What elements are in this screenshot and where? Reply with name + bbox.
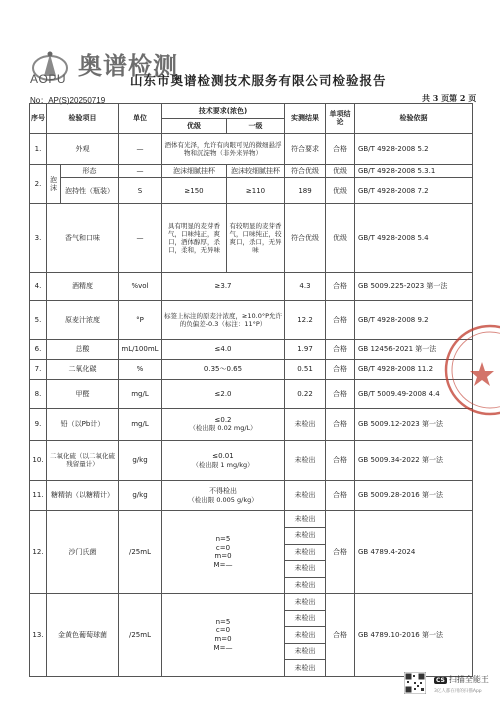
row-result: 未检出: [285, 660, 326, 677]
table-row: [30, 408, 473, 440]
row-basis: GB 5009.225-2023 第一法: [355, 272, 473, 300]
table-row: [30, 480, 473, 511]
table-row: [30, 511, 473, 528]
row-result: 未检出: [285, 561, 326, 578]
table-row: [30, 301, 473, 340]
table-row: [30, 594, 473, 611]
row-requirement: ≤2.0: [162, 380, 285, 408]
sampling-c: c=0: [215, 626, 231, 635]
row-item: 形态: [61, 165, 119, 178]
header-unit: 单位: [119, 104, 162, 134]
table-row: [30, 178, 473, 204]
row-result: 未检出: [285, 577, 326, 594]
row-verdict: 合格: [326, 594, 355, 677]
row-unit: —: [119, 133, 162, 165]
row-basis: GB/T 5009.49-2008 4.4: [355, 380, 473, 408]
row-verdict: 合格: [326, 340, 355, 360]
row-requirement: [162, 408, 285, 440]
row-unit: S: [119, 178, 162, 204]
row-verdict: 合格: [326, 408, 355, 440]
row-result: 未检出: [285, 408, 326, 440]
sampling-M: M=—: [213, 561, 233, 570]
table-row: [30, 360, 473, 380]
row-number: 4.: [30, 272, 47, 300]
header-item: 检验项目: [47, 104, 119, 134]
row-verdict: 优级: [326, 178, 355, 204]
row-number: 11.: [30, 480, 47, 511]
row-number: 13.: [30, 594, 47, 677]
row-number: 5.: [30, 301, 47, 340]
logo-wordmark: 奥谱检测: [78, 52, 178, 80]
page-indicator: 共 3 页第 2 页: [422, 93, 477, 103]
row-basis: GB 5009.28-2016 第一法: [355, 480, 473, 511]
row-first: 有较明显的麦芽香气，口味纯正，较爽口，杀口，无异味: [227, 204, 285, 273]
row-number: 9.: [30, 408, 47, 440]
inspection-table: [29, 103, 473, 677]
row-requirement: [162, 440, 285, 480]
row-result: 未检出: [285, 528, 326, 545]
row-verdict: 合格: [326, 380, 355, 408]
row-number: 6.: [30, 340, 47, 360]
qr-code-icon: [404, 672, 426, 694]
sampling-n: n=5: [215, 534, 231, 543]
row-result: 符合优级: [285, 204, 326, 273]
row-requirement: 标签上标注的原麦汁浓度，≥10.0°P允许的负偏差-0.3（标注：11°P）: [162, 301, 285, 340]
row-verdict: 优级: [326, 204, 355, 273]
row-number: 10.: [30, 440, 47, 480]
row-basis: GB 12456-2021 第一法: [355, 340, 473, 360]
row-result: 未检出: [285, 643, 326, 660]
row-result: 未检出: [285, 511, 326, 528]
row-excellent: 泡沫细腻挂杯: [162, 165, 227, 178]
row-verdict: 合格: [326, 511, 355, 594]
table-row: [30, 133, 473, 165]
row-requirement: 酒体有光泽，允许有肉眼可见的微细悬浮物和沉淀物（非外来异物）: [162, 133, 285, 165]
row-item: 外观: [47, 133, 119, 165]
row-unit: °P: [119, 301, 162, 340]
row-requirement: 0.35～0.65: [162, 360, 285, 380]
official-seal-stamp: [430, 300, 500, 440]
logo-subtext: AOPU: [30, 72, 67, 86]
header-first: 一级: [227, 119, 285, 133]
row-sampling-plan: [162, 511, 285, 594]
row-detection-limit: （检出限 0.005 g/kg）: [188, 495, 258, 504]
row-result: 未检出: [285, 627, 326, 644]
row-sampling-plan: [162, 594, 285, 677]
row-item: 泡持性（瓶装）: [61, 178, 119, 204]
row-unit: %vol: [119, 272, 162, 300]
row-basis: GB 4789.4-2024: [355, 511, 473, 594]
row-verdict: 合格: [326, 301, 355, 340]
row-number: 8.: [30, 380, 47, 408]
row-result: 未检出: [285, 544, 326, 561]
row-detection-limit: （检出限 0.02 mg/L）: [189, 424, 257, 433]
row-item: 铅（以Pb计）: [47, 408, 119, 440]
row-result: 12.2: [285, 301, 326, 340]
row-unit: mg/L: [119, 380, 162, 408]
row-result: 4.3: [285, 272, 326, 300]
table-row: [30, 340, 473, 360]
header-verdict: 单项结论: [326, 104, 355, 134]
row-result: 1.97: [285, 340, 326, 360]
row-verdict: 合格: [326, 480, 355, 511]
table-row: [30, 440, 473, 480]
sampling-c: c=0: [215, 543, 231, 552]
table-row: [30, 380, 473, 408]
row-requirement: ≤4.0: [162, 340, 285, 360]
report-title: 山东市奥谱检测技术服务有限公司检验报告: [130, 73, 387, 88]
row-requirement-limit: ≤0.01: [212, 451, 234, 460]
row-item: 酒精度: [47, 272, 119, 300]
row-first: ≥110: [227, 178, 285, 204]
row-unit: g/kg: [119, 480, 162, 511]
row-unit: /25mL: [119, 511, 162, 594]
row-unit: —: [119, 165, 162, 178]
header-result: 实测结果: [285, 104, 326, 134]
row-basis: GB 5009.34-2022 第一法: [355, 440, 473, 480]
row-excellent: ≥150: [162, 178, 227, 204]
table-row: [30, 272, 473, 300]
row-basis: GB/T 4928-2008 5.3.1: [355, 165, 473, 178]
row-unit: g/kg: [119, 440, 162, 480]
row-number: 12.: [30, 511, 47, 594]
row-basis: GB/T 4928-2008 7.2: [355, 178, 473, 204]
row-basis: GB/T 4928-2008 5.4: [355, 204, 473, 273]
row-verdict: 合格: [326, 360, 355, 380]
scanner-name: 扫描全能王: [448, 675, 489, 684]
row-result: 未检出: [285, 480, 326, 511]
sampling-m: m=0: [214, 635, 232, 644]
row-requirement: ≥3.7: [162, 272, 285, 300]
sampling-M: M=—: [213, 643, 233, 652]
row-number: 2.: [30, 165, 47, 204]
row-unit: %: [119, 360, 162, 380]
row-unit: mg/L: [119, 408, 162, 440]
row-item: 香气和口味: [47, 204, 119, 273]
scanner-logo-icon: CS: [436, 677, 445, 684]
row-verdict: 合格: [326, 440, 355, 480]
row-requirement-limit: 不得检出: [209, 487, 237, 496]
row-item: 沙门氏菌: [47, 511, 119, 594]
row-result: 189: [285, 178, 326, 204]
row-excellent: 具有明显的麦芽香气，口味纯正，爽口，酒体醇厚，杀口，柔和，无异味: [162, 204, 227, 273]
row-verdict: 优级: [326, 165, 355, 178]
row-basis: GB/T 4928-2008 9.2: [355, 301, 473, 340]
row-group: 泡沫: [47, 165, 61, 204]
row-result: 符合优级: [285, 165, 326, 178]
row-item: 二氧化碳: [47, 360, 119, 380]
header-basis: 检验依据: [355, 104, 473, 134]
row-unit: mL/100mL: [119, 340, 162, 360]
row-number: 1.: [30, 133, 47, 165]
sampling-m: m=0: [214, 552, 232, 561]
row-number: 3.: [30, 204, 47, 273]
table-row: [30, 204, 473, 273]
header-seq: 序号: [30, 104, 47, 134]
row-result: 未检出: [285, 440, 326, 480]
row-verdict: 合格: [326, 133, 355, 165]
report-number: No：AP(S)20250719: [30, 96, 106, 105]
table-header-row: [30, 104, 473, 119]
row-item: 金黄色葡萄球菌: [47, 594, 119, 677]
row-item: 总酸: [47, 340, 119, 360]
row-basis: GB 5009.12-2023 第一法: [355, 408, 473, 440]
row-basis: GB/T 4928-2008 5.2: [355, 133, 473, 165]
row-result: 0.22: [285, 380, 326, 408]
row-item: 二氧化硫（以二氧化硫残留量计）: [47, 440, 119, 480]
row-requirement-limit: ≤0.2: [214, 415, 232, 424]
row-item: 甲醛: [47, 380, 119, 408]
table-row: [30, 165, 473, 178]
header-tech-req: 技术要求(浓色): [162, 104, 285, 119]
row-first: 泡沫较细腻挂杯: [227, 165, 285, 178]
row-detection-limit: （检出限 1 mg/kg）: [192, 460, 254, 469]
row-result: 未检出: [285, 594, 326, 611]
scanner-brand: [434, 674, 489, 685]
row-requirement: [162, 480, 285, 511]
sampling-n: n=5: [215, 617, 231, 626]
row-unit: /25mL: [119, 594, 162, 677]
row-result: 未检出: [285, 610, 326, 627]
row-unit: —: [119, 204, 162, 273]
row-basis: GB 4789.10-2016 第一法: [355, 594, 473, 677]
row-number: 7.: [30, 360, 47, 380]
row-result: 符合要求: [285, 133, 326, 165]
row-verdict: 合格: [326, 272, 355, 300]
header-excellent: 优级: [162, 119, 227, 133]
row-item: 原麦汁浓度: [47, 301, 119, 340]
row-result: 0.51: [285, 360, 326, 380]
row-basis: GB/T 4928-2008 11.2: [355, 360, 473, 380]
scanner-tagline: 3亿人都在用的扫描App: [434, 689, 482, 694]
row-item: 糖精钠（以糖精计）: [47, 480, 119, 511]
